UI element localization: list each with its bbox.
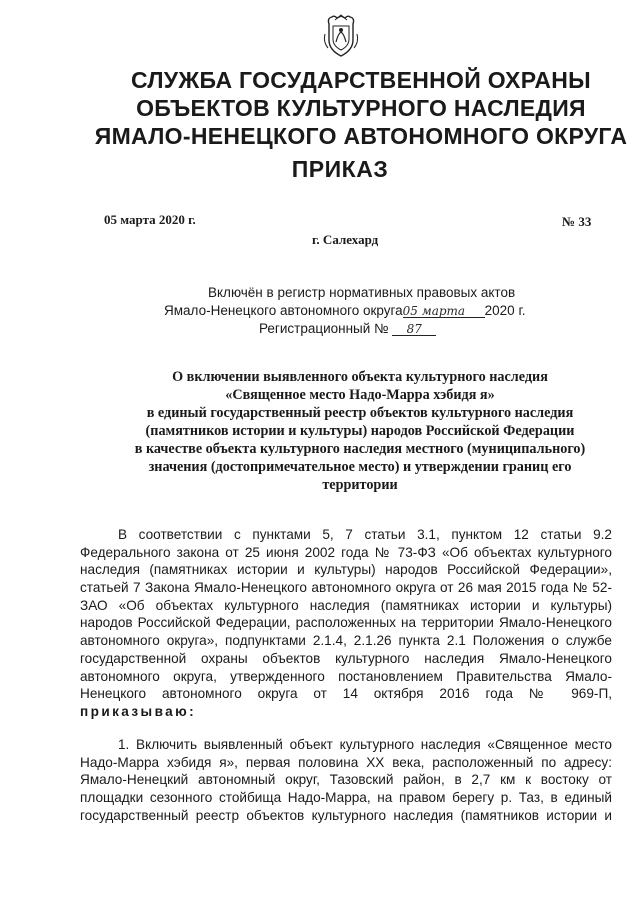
text-line: Надо-Марра хэбидя я», первая половина XX века, расположенный по адресу: bbox=[80, 754, 612, 770]
title-line: О включении выявленного объекта культурного наследия bbox=[172, 369, 548, 385]
document-title bbox=[80, 368, 640, 494]
order-word: приказываю: bbox=[80, 703, 197, 719]
order-date: 05 марта 2020 г. bbox=[104, 212, 196, 227]
text-line: ЗАО «Об объектах культурного наследия (памятниках истории и культуры) bbox=[80, 597, 612, 613]
registry-line bbox=[164, 302, 584, 320]
registry-number-label: Регистрационный № bbox=[259, 321, 389, 336]
text-line: государственный реестр объектов культурного наследия (памятников истории и bbox=[80, 807, 612, 823]
title-line: территории bbox=[322, 477, 398, 493]
title-line: в качестве объекта культурного наследия местного (муниципального) bbox=[134, 441, 586, 457]
doc-type-heading: ПРИКАЗ bbox=[291, 156, 389, 182]
text-line: 1. Включить выявленный объект культурного наследия «Священное место bbox=[118, 737, 612, 752]
order-number: № 33 bbox=[562, 214, 592, 229]
text-line: народов Российской Федерации, расположенных на территории Ямало-Ненецкого bbox=[80, 615, 612, 631]
text-line: Ямало-Ненецкий автономный округ, Тазовский район, в 2,7 км к востоку от bbox=[80, 772, 612, 788]
registry-region: Ямало-Ненецкого автономного округа bbox=[164, 303, 403, 318]
text-line: В соответствии с пунктами 5, 7 статьи 3.1, пунктом 12 статьи 9.2 bbox=[118, 527, 612, 542]
registry-year: 2020 г. bbox=[484, 303, 526, 318]
text-line: Ненецкого автономного округа от 14 октября 2016 года № 969-П, bbox=[80, 686, 612, 702]
handwritten-reg-number: 87 bbox=[392, 320, 436, 336]
clause-1-paragraph bbox=[80, 736, 612, 824]
text-line: площадки сезонного стойбища Надо-Марра, на правом берегу р. Таз, в единый bbox=[80, 790, 612, 806]
registry-line: Включён в регистр нормативных правовых актов bbox=[208, 285, 516, 300]
agency-line: ОБЪЕКТОВ КУЛЬТУРНОГО НАСЛЕДИЯ bbox=[136, 95, 586, 121]
registry-line bbox=[164, 320, 584, 338]
registry-note bbox=[164, 284, 584, 338]
order-city: г. Салехард bbox=[312, 232, 379, 247]
agency-line: ЯМАЛО-НЕНЕЦКОГО АВТОНОМНОГО ОКРУГА bbox=[94, 123, 628, 149]
title-line: в единый государственный реестр объектов культурного наследия bbox=[146, 405, 574, 421]
text-line: статьей 7 Закона Ямало-Ненецкого автономного округа от 26 мая 2015 года № 52- bbox=[80, 580, 612, 596]
title-line: (памятников истории и культуры) народов Российской Федерации bbox=[145, 423, 575, 439]
handwritten-date: 05 марта bbox=[403, 302, 485, 318]
preamble-paragraph bbox=[80, 526, 612, 721]
text-line: автономного округа, утвержденного постановлением Правительства Ямало- bbox=[80, 668, 612, 684]
title-line: значения (достопримечательное место) и утверждении границ его bbox=[148, 459, 572, 475]
title-line: «Священное место Надо-Марра хэбидя я» bbox=[225, 387, 495, 403]
agency-line: СЛУЖБА ГОСУДАРСТВЕННОЙ ОХРАНЫ bbox=[131, 67, 591, 93]
coat-of-arms-icon bbox=[322, 14, 360, 58]
agency-name bbox=[40, 66, 640, 150]
text-line: автономного округа», подпунктами 2.1.4, 2.1.26 пункта 2.1 Положения о службе bbox=[80, 633, 612, 649]
text-line: наследия (памятниках истории и культуры) народов Российской Федерации», bbox=[80, 562, 612, 578]
text-line: Федерального закона от 25 июня 2002 года № 73-ФЗ «Об объектах культурного bbox=[80, 544, 612, 560]
text-line: государственной охраны объектов культурного наследия Ямало-Ненецкого bbox=[80, 650, 612, 666]
